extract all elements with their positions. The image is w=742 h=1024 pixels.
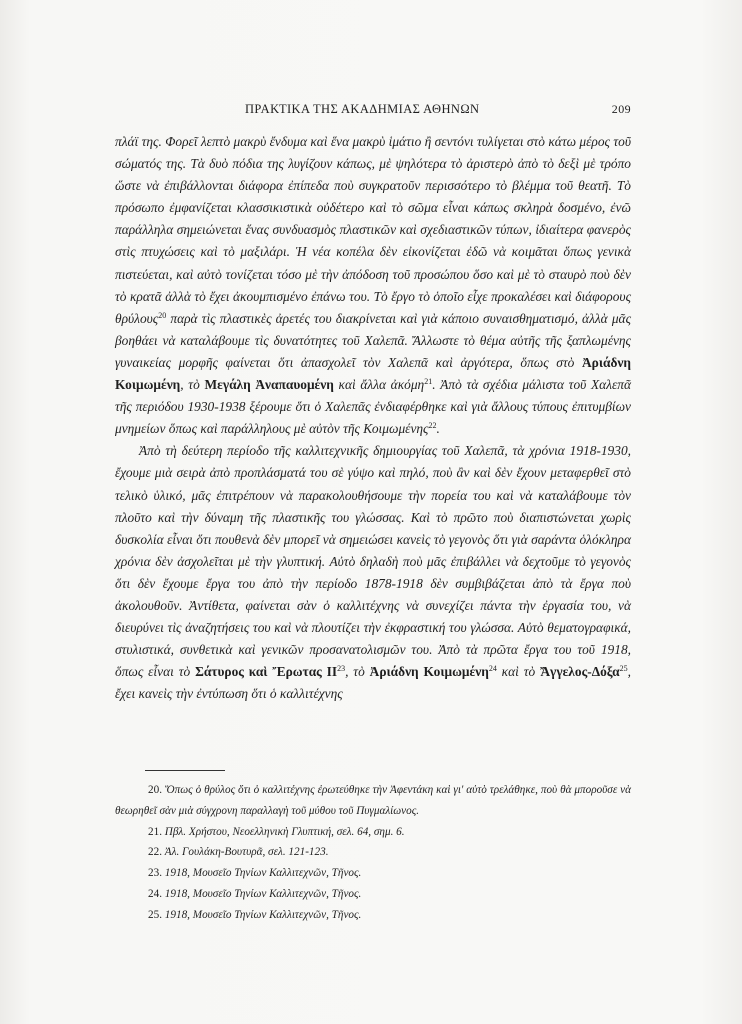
text-run: , τὸ: [345, 664, 370, 680]
footnote-text: 1918, Μουσεῖο Τηνίων Καλλιτεχνῶν, Τῆνος.: [164, 867, 362, 880]
footnote-number: 25.: [148, 908, 162, 921]
footnote-number: 22.: [148, 846, 162, 859]
footnote-23: [115, 863, 631, 884]
footnote-ref-24: 24: [488, 664, 497, 674]
text-run: . Ἀπὸ τὰ σχέδια μάλιστα τοῦ Χαλεπᾶ τῆς περιόδου 1930-1938 ξέρουμε ὅτι ὁ Χαλεπᾶς ἐνδιαφέρθηκε καὶ γιὰ ἄλλους τύπους ἐπιτυμβίων μνημείων ὅπως καὶ παράλληλους μὲ αὐτὸν τῆς Κοιμωμένης: [115, 377, 631, 437]
footnote-text: 1918, Μουσεῖο Τηνίων Καλλιτεχνῶν, Τῆνος.: [164, 908, 362, 921]
footnote-text: Πβλ. Χρήστου, Νεοελληνικὴ Γλυπτική, σελ. 64, σημ. 6.: [164, 825, 405, 838]
running-title: ΠΡΑΚΤΙΚΑ ΤΗΣ ΑΚΑΔΗΜΙΑΣ ΑΘΗΝΩΝ: [245, 102, 480, 116]
footnote-ref-21: 21: [424, 377, 433, 387]
footnote-number: 20.: [148, 784, 162, 796]
footnote-text: Ὅπως ὁ θρύλος ὅτι ὁ καλλιτέχνης ἐρωτεύθηκε τὴν Ἀφεντάκη καὶ γι' αὐτὸ τρελάθηκε, ποὺ θὰ μποροῦσε νὰ θεωρηθεῖ σὰν μιὰ σύγχρονη παραλλαγὴ τοῦ μύθου τοῦ Πυγμαλίωνος.: [115, 784, 632, 817]
artwork-title: Μεγάλη Ἀναπαυομένη: [204, 377, 334, 393]
text-run: , ἔχει κανεὶς τὴν ἐντύπωση ὅτι ὁ καλλιτέχνης: [115, 664, 632, 702]
footnote-divider: [145, 770, 225, 771]
text-run: , τὸ: [180, 377, 205, 393]
footnote-20: [115, 780, 631, 822]
text-run: καὶ τὸ: [496, 664, 541, 680]
footnote-ref-22: 22: [428, 421, 437, 431]
text-run: .: [436, 421, 440, 437]
artwork-title: Ἀριάδνη Κοιμωμένη: [369, 664, 489, 680]
text-run: καὶ ἄλλα ἀκόμη: [333, 377, 425, 393]
text-run: παρὰ τὶς πλαστικὲς ἀρετές του διακρίνεται καὶ γιὰ κάποιο συναισθηματισμό, ἀλλὰ μᾶς βοηθάει νὰ καταλάβουμε τὶς δυνατότητες τοῦ Χαλεπᾶ. Ἄλλωστε τὸ θέμα αὐτῆς τῆς ξαπλωμένης γυναικείας μορφῆς φαίνεται ὅτι ἀπασχολεῖ τὸν Χαλεπᾶ καὶ ἀργότερα, ὅπως στὸ: [115, 310, 631, 370]
text-run: Ἀπὸ τὴ δεύτερη περίοδο τῆς καλλιτεχνικῆς δημιουργίας τοῦ Χαλεπᾶ, τὰ χρόνια 1918-1930, ἔχουμε μιὰ σειρὰ ἀπὸ προπλάσματά του σὲ γύψο καὶ πηλό, ποὺ ἂν καὶ δὲν ἔχουν μεταφερθεῖ στὸ τελικὸ ὑλικό, μᾶς ἐπιτρέπουν νὰ παρακολουθήσουμε τὴν πορεία του καὶ νὰ καταλάβουμε τὸν πλοῦτο καὶ τὴν δύναμη τῆς πλαστικῆς του γλώσσας. Καὶ τὸ πρῶτο ποὺ διαπιστώνεται χωρὶς δυσκολία εἶναι ὅτι πουθενὰ δὲν μπορεῖ νὰ σημειώσει κανεὶς τὸ γεγονὸς ὅτι γιὰ σαράντα ὁλόκληρα χρόνια δὲν ἀσχολεῖται μὲ τὴν γλυπτική. Αὐτὸ δηλαδὴ ποὺ μᾶς ἐπιβάλλει νὰ δεχτοῦμε τὸ γεγονὸς ὅτι δὲν ἔχουμε ἔργα του ἀπὸ τὴν περίοδο 1878-1918 δὲν συμβιβάζεται ἀπὸ τὰ ἔργα ποὺ ἀκολουθοῦν. Ἀντίθετα, φαίνεται σὰν ὁ καλλιτέχνης νὰ συνεχίζει πάντα τὴν ἐργασία του, νὰ διευρύνει τὶς ἀναζητήσεις του καὶ νὰ πλουτίζει τὴν ἐκφραστική του γλώσσα. Αὐτὸ θεματογραφικά, στυλιστικά, συνθετικὰ καὶ γενικῶν προσανατολισμῶν του. Ἀπὸ τὰ πρῶτα ἔργα του τοῦ 1918, ὅπως εἶναι τὸ: [115, 443, 631, 680]
artwork-title: Σάτυρος καὶ Ἔρωτας ΙΙ: [195, 664, 338, 680]
body-text: [115, 131, 631, 705]
footnote-ref-20: 20: [158, 310, 167, 320]
page-number: 209: [611, 102, 631, 116]
footnote-text: 1918, Μουσεῖο Τηνίων Καλλιτεχνῶν, Τῆνος.: [164, 887, 362, 900]
footnote-text: Ἀλ. Γουλάκη-Βουτυρᾶ, σελ. 121-123.: [164, 846, 329, 859]
footnote-ref-23: 23: [337, 664, 346, 674]
footnote-22: [115, 842, 631, 863]
artwork-title: Ἄγγελος-Δόξα: [540, 664, 620, 680]
running-header: [115, 102, 631, 120]
paragraph-2: [115, 440, 631, 705]
footnotes: [115, 780, 631, 926]
footnote-21: [115, 822, 631, 843]
footnote-24: [115, 884, 631, 905]
footnote-25: [115, 905, 631, 926]
footnote-number: 21.: [148, 825, 162, 838]
footnote-ref-25: 25: [619, 664, 628, 674]
footnote-number: 24.: [148, 887, 162, 900]
footnote-number: 23.: [148, 867, 162, 880]
artwork-title: Ἀριάδνη Κοιμωμένη: [115, 354, 631, 393]
paragraph-1: [115, 131, 631, 440]
text-run: πλάϊ της. Φορεῖ λεπτὸ μακρὺ ἔνδυμα καὶ ἕνα μακρὺ ἱμάτιο ἢ σεντόνι τυλίγεται στὸ κάτω μέρος τοῦ σώματός της. Τὰ δυὸ πόδια της λυγίζουν κάπως, μὲ ψηλότερα τὸ ἀριστερὸ ἀπὸ τὸ δεξὶ μὲ τρόπο ὥστε νὰ ἐπιβάλλονται διάφορα ἐπίπεδα ποὺ συγκρατοῦν περισσότερο τὸ βλέμμα τοῦ θεατῆ. Τὸ πρόσωπο ἐμφανίζεται κλασσικιστικὰ οὐδέτερο καὶ τὸ σῶμα εἶναι κάπως σκληρὰ δοσμένο, ἐνῶ παράλληλα σημειώνεται ἕνας συνδυασμὸς πλαστικῶν καὶ σχεδιαστικῶν τύπων, ἰδιαίτερα φανερὸς στὶς πτυχώσεις καὶ τὸ μαξιλάρι. Ἡ νέα κοπέλα δὲν εἰκονίζεται ἐδῶ νὰ κοιμᾶται ὅπως γενικὰ πιστεύεται, καὶ αὐτὸ τονίζεται τόσο μὲ τὴν ἀπόδοση τοῦ προσώπου ὅσο καὶ μὲ τὸ σταυρὸ ποὺ δὲν τὸ κρατᾶ ἀλλὰ τὸ ἔχει ἀκουμπισμένο ἐπάνω του. Τὸ ἔργο τὸ ὁποῖο εἶχε προκαλέσει καὶ διάφορους θρύλους: [115, 134, 631, 326]
